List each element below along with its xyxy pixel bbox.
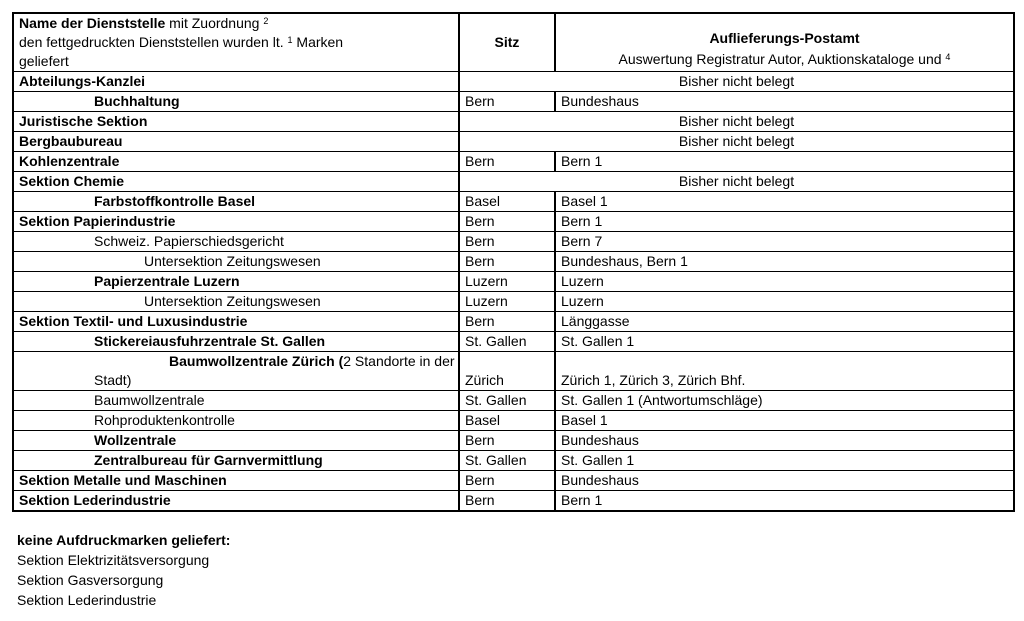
postamt-cell: Bundeshaus bbox=[555, 92, 1014, 112]
dienststelle-label: Sektion Lederindustrie bbox=[19, 492, 171, 508]
sitz-cell: Bern bbox=[459, 431, 555, 451]
dienststelle-name bbox=[13, 332, 459, 352]
header-postamt bbox=[555, 13, 1014, 72]
table-row bbox=[13, 232, 1014, 252]
dienststelle-name bbox=[13, 212, 459, 232]
footnote-1: 1 bbox=[287, 35, 293, 45]
table-row bbox=[13, 431, 1014, 451]
postamt-cell: St. Gallen 1 bbox=[555, 332, 1014, 352]
sitz-cell: St. Gallen bbox=[459, 332, 555, 352]
dienststelle-label: Juristische Sektion bbox=[19, 113, 148, 129]
header-name-line2: den fettgedruckten Dienststellen wurden lt. bbox=[19, 34, 284, 50]
sitz-cell: St. Gallen bbox=[459, 391, 555, 411]
sitz-cell: St. Gallen bbox=[459, 451, 555, 471]
dienststelle-name bbox=[13, 491, 459, 512]
dienststelle-name bbox=[13, 431, 459, 451]
dienststelle-label: Sektion Chemie bbox=[19, 173, 125, 189]
dienststelle-name bbox=[13, 451, 459, 471]
sitz-cell: Basel bbox=[459, 411, 555, 431]
footer-item: Sektion Lederindustrie bbox=[17, 592, 157, 608]
sitz-cell: Basel bbox=[459, 192, 555, 212]
table-row bbox=[13, 471, 1014, 491]
dienststelle-label: Farbstoffkontrolle Basel bbox=[94, 193, 256, 209]
dienststelle-label: Rohproduktenkontrolle bbox=[94, 412, 235, 428]
dienststelle-name bbox=[13, 252, 459, 272]
header-postamt-title: Auflieferungs-Postamt bbox=[709, 30, 860, 46]
dienststelle-label: Untersektion Zeitungswesen bbox=[144, 253, 321, 269]
dienststelle-name bbox=[13, 391, 459, 411]
table-row bbox=[13, 491, 1014, 512]
dienststelle-name bbox=[13, 471, 459, 491]
dienststelle-label: Zentralbureau für Garnvermittlung bbox=[94, 452, 323, 468]
sitz-cell: Bern bbox=[459, 92, 555, 112]
dienststelle-label: Sektion Papierindustrie bbox=[19, 213, 176, 229]
dienststelle-label: Stickereiausfuhrzentrale St. Gallen bbox=[94, 333, 326, 349]
table-row bbox=[13, 352, 1014, 391]
table-row bbox=[13, 391, 1014, 411]
header-row bbox=[13, 13, 1014, 72]
status-cell: Bisher nicht belegt bbox=[459, 112, 1014, 132]
table-row bbox=[13, 451, 1014, 471]
postamt-cell: Bern 7 bbox=[555, 232, 1014, 252]
postamt-cell: Bundeshaus bbox=[555, 431, 1014, 451]
dienststelle-label: Untersektion Zeitungswesen bbox=[144, 293, 321, 309]
footnote-2: 2 bbox=[263, 16, 269, 26]
postamt-cell: Luzern bbox=[555, 272, 1014, 292]
table-row bbox=[13, 292, 1014, 312]
postamt-cell: Basel 1 bbox=[555, 411, 1014, 431]
dienststelle-name bbox=[13, 232, 459, 252]
dienststelle-name bbox=[13, 72, 459, 92]
status-cell: Bisher nicht belegt bbox=[459, 172, 1014, 192]
dienststellen-table bbox=[12, 12, 1015, 512]
dienststelle-label: Wollzentrale bbox=[94, 432, 177, 448]
table-row bbox=[13, 192, 1014, 212]
table-row bbox=[13, 272, 1014, 292]
table-row bbox=[13, 312, 1014, 332]
header-sitz: Sitz bbox=[459, 13, 555, 72]
table-row bbox=[13, 212, 1014, 232]
table-row bbox=[13, 152, 1014, 172]
sitz-cell: Bern bbox=[459, 252, 555, 272]
dienststelle-name bbox=[13, 292, 459, 312]
dienststelle-name bbox=[13, 172, 459, 192]
sitz-cell: Luzern bbox=[459, 272, 555, 292]
dienststelle-label: Baumwollzentrale bbox=[94, 392, 205, 408]
table-row bbox=[13, 411, 1014, 431]
postamt-cell: Bern 1 bbox=[555, 152, 1014, 172]
postamt-cell: Länggasse bbox=[555, 312, 1014, 332]
header-postamt-sub: Auswertung Registratur Autor, Auktionskataloge und bbox=[618, 51, 942, 67]
header-name-rest: mit Zuordnung bbox=[165, 15, 260, 31]
dienststelle-label: Schweiz. Papierschiedsgericht bbox=[94, 233, 284, 249]
dienststelle-label: Baumwollzentrale Zürich ( bbox=[169, 353, 344, 369]
dienststelle-name bbox=[13, 152, 459, 172]
table-row bbox=[13, 112, 1014, 132]
footer-note bbox=[17, 530, 230, 610]
dienststelle-label: Buchhaltung bbox=[94, 93, 180, 109]
sitz-cell: Bern bbox=[459, 212, 555, 232]
sitz-cell: Bern bbox=[459, 152, 555, 172]
dienststelle-label-rest: 2 Standorte in der bbox=[343, 353, 455, 369]
dienststelle-label: Papierzentrale Luzern bbox=[94, 273, 240, 289]
dienststelle-label: Sektion Metalle und Maschinen bbox=[19, 472, 227, 488]
table-row bbox=[13, 72, 1014, 92]
dienststelle-name bbox=[13, 411, 459, 431]
table-row bbox=[13, 252, 1014, 272]
dienststelle-label: Abteilungs-Kanzlei bbox=[19, 73, 146, 89]
sitz-cell: Bern bbox=[459, 232, 555, 252]
dienststelle-label: Bergbaubureau bbox=[19, 133, 123, 149]
dienststelle-name bbox=[13, 352, 459, 391]
footnote-4: 4 bbox=[945, 52, 951, 62]
footer-item: Sektion Gasversorgung bbox=[17, 572, 164, 588]
header-name-line3: geliefert bbox=[19, 53, 69, 69]
postamt-cell: Zürich 1, Zürich 3, Zürich Bhf. bbox=[555, 352, 1014, 391]
sitz-cell: Bern bbox=[459, 471, 555, 491]
dienststelle-name bbox=[13, 192, 459, 212]
dienststelle-name bbox=[13, 112, 459, 132]
postamt-cell: Bern 1 bbox=[555, 212, 1014, 232]
dienststelle-label: Kohlenzentrale bbox=[19, 153, 120, 169]
dienststelle-name bbox=[13, 132, 459, 152]
sitz-cell: Zürich bbox=[459, 352, 555, 391]
postamt-cell: Bundeshaus, Bern 1 bbox=[555, 252, 1014, 272]
status-cell: Bisher nicht belegt bbox=[459, 132, 1014, 152]
sitz-cell: Luzern bbox=[459, 292, 555, 312]
table-row bbox=[13, 172, 1014, 192]
postamt-cell: St. Gallen 1 (Antwortumschläge) bbox=[555, 391, 1014, 411]
header-name-bold: Name der Dienststelle bbox=[19, 15, 166, 31]
dienststelle-label-line2: Stadt) bbox=[94, 372, 132, 388]
footer-item: Sektion Elektrizitätsversorgung bbox=[17, 552, 210, 568]
dienststelle-name bbox=[13, 92, 459, 112]
postamt-cell: Luzern bbox=[555, 292, 1014, 312]
header-name bbox=[13, 13, 459, 72]
table-row bbox=[13, 132, 1014, 152]
header-name-line2b: Marken bbox=[296, 34, 344, 50]
sitz-cell: Bern bbox=[459, 312, 555, 332]
footer-title: keine Aufdruckmarken geliefert: bbox=[17, 532, 231, 548]
postamt-cell: Bundeshaus bbox=[555, 471, 1014, 491]
postamt-cell: Bern 1 bbox=[555, 491, 1014, 512]
postamt-cell: Basel 1 bbox=[555, 192, 1014, 212]
postamt-cell: St. Gallen 1 bbox=[555, 451, 1014, 471]
dienststelle-name bbox=[13, 312, 459, 332]
dienststelle-name bbox=[13, 272, 459, 292]
status-cell: Bisher nicht belegt bbox=[459, 72, 1014, 92]
table-row bbox=[13, 92, 1014, 112]
dienststelle-label: Sektion Textil- und Luxusindustrie bbox=[19, 313, 248, 329]
table-row bbox=[13, 332, 1014, 352]
sitz-cell: Bern bbox=[459, 491, 555, 512]
